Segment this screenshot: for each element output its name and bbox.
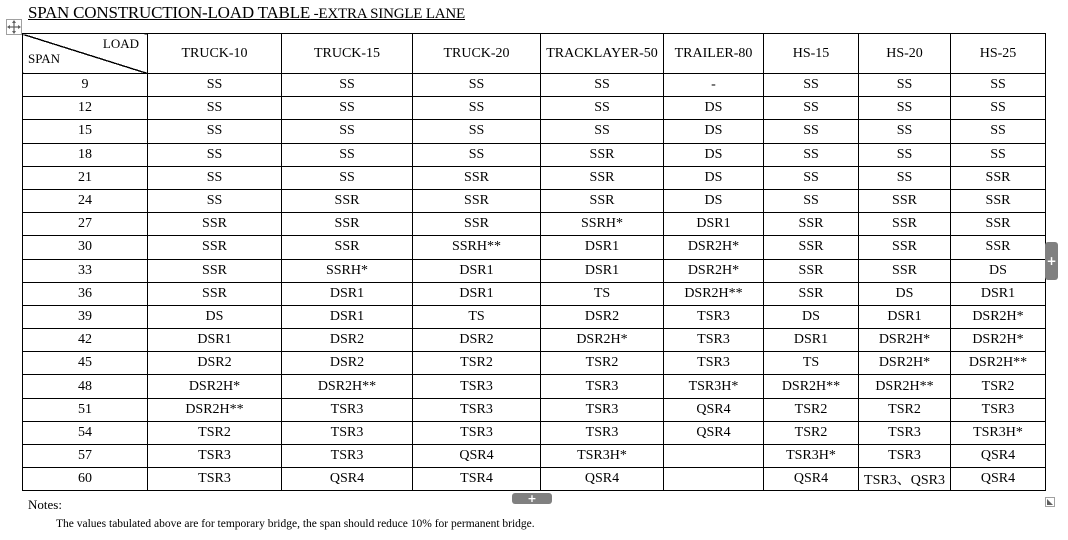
load-value-cell: DSR2H**	[859, 375, 951, 398]
load-value-cell: DSR2	[541, 305, 664, 328]
load-value-cell: SS	[413, 97, 541, 120]
load-value-cell: TSR3	[282, 421, 413, 444]
load-value-cell: SSR	[148, 213, 282, 236]
span-cell: 27	[23, 213, 148, 236]
load-value-cell: DSR1	[148, 329, 282, 352]
load-value-cell: DSR1	[859, 305, 951, 328]
load-value-cell: QSR4	[282, 468, 413, 491]
load-value-cell: SS	[148, 166, 282, 189]
load-value-cell: SSRH**	[413, 236, 541, 259]
corner-span-label: SPAN	[28, 51, 61, 66]
load-value-cell: TS	[764, 352, 859, 375]
load-value-cell: DSR1	[664, 213, 764, 236]
table-row	[23, 282, 1046, 305]
table-row	[23, 329, 1046, 352]
table-row	[23, 189, 1046, 212]
load-value-cell: TSR3	[541, 421, 664, 444]
add-column-handle[interactable]	[1045, 242, 1058, 280]
span-cell: 45	[23, 352, 148, 375]
load-value-cell: TSR2	[764, 398, 859, 421]
load-value-cell: QSR4	[664, 421, 764, 444]
column-header-truck-20: TRUCK-20	[413, 34, 541, 74]
load-value-cell: TSR3H*	[951, 421, 1046, 444]
load-value-cell: SS	[148, 74, 282, 97]
move-icon[interactable]	[6, 19, 22, 35]
load-value-cell: QSR4	[764, 468, 859, 491]
load-value-cell: TSR3H*	[664, 375, 764, 398]
load-value-cell: DSR2H**	[282, 375, 413, 398]
load-value-cell: DS	[951, 259, 1046, 282]
load-value-cell: SS	[764, 166, 859, 189]
corner-header-cell	[23, 34, 148, 74]
table-row	[23, 120, 1046, 143]
load-value-cell: SS	[282, 166, 413, 189]
load-value-cell: DSR1	[541, 259, 664, 282]
load-value-cell: QSR4	[951, 445, 1046, 468]
load-value-cell: TSR3	[951, 398, 1046, 421]
table-row	[23, 468, 1046, 491]
plus-icon: +	[527, 492, 537, 505]
load-value-cell: -	[664, 74, 764, 97]
load-value-cell: SS	[148, 189, 282, 212]
table-row	[23, 97, 1046, 120]
load-value-cell: SSR	[859, 259, 951, 282]
load-value-cell: SSR	[148, 259, 282, 282]
load-value-cell: TSR3	[413, 421, 541, 444]
corner-load-label: LOAD	[102, 36, 139, 51]
load-value-cell: TSR3	[413, 398, 541, 421]
load-value-cell: DSR2H**	[664, 282, 764, 305]
load-value-cell: DSR2H*	[664, 259, 764, 282]
load-value-cell: TSR3	[148, 445, 282, 468]
table-row	[23, 166, 1046, 189]
header-row	[23, 34, 1046, 74]
column-header-truck-10: TRUCK-10	[148, 34, 282, 74]
load-value-cell: DSR1	[413, 282, 541, 305]
load-value-cell: SS	[764, 189, 859, 212]
load-value-cell: SS	[282, 97, 413, 120]
load-value-cell: SSR	[282, 189, 413, 212]
load-value-cell: TSR3H*	[764, 445, 859, 468]
load-value-cell: TSR3H*	[541, 445, 664, 468]
load-value-cell: TSR2	[764, 421, 859, 444]
load-value-cell: TSR2	[413, 352, 541, 375]
load-value-cell: SS	[282, 120, 413, 143]
load-value-cell: DS	[664, 143, 764, 166]
load-value-cell: SSR	[148, 282, 282, 305]
load-value-cell: SS	[951, 143, 1046, 166]
load-value-cell: SS	[859, 166, 951, 189]
load-value-cell: DS	[664, 166, 764, 189]
load-value-cell: SSR	[413, 189, 541, 212]
column-header-hs-25: HS-25	[951, 34, 1046, 74]
load-value-cell: QSR4	[951, 468, 1046, 491]
load-value-cell: DSR2	[413, 329, 541, 352]
table-body	[23, 74, 1046, 491]
load-value-cell: SSR	[859, 189, 951, 212]
load-value-cell	[664, 468, 764, 491]
span-cell: 42	[23, 329, 148, 352]
load-value-cell: QSR4	[541, 468, 664, 491]
load-value-cell: DSR2H*	[859, 329, 951, 352]
load-value-cell: DSR2H*	[664, 236, 764, 259]
table-row	[23, 352, 1046, 375]
load-value-cell: SS	[413, 120, 541, 143]
load-value-cell: SSR	[951, 189, 1046, 212]
column-header-hs-20: HS-20	[859, 34, 951, 74]
load-value-cell: DSR2H*	[541, 329, 664, 352]
load-value-cell: TSR3	[541, 398, 664, 421]
span-cell: 9	[23, 74, 148, 97]
load-value-cell: SSR	[951, 166, 1046, 189]
load-value-cell: DSR2H**	[951, 352, 1046, 375]
load-value-cell: DSR2H*	[148, 375, 282, 398]
column-header-tracklayer-50: TRACKLAYER-50	[541, 34, 664, 74]
span-cell: 51	[23, 398, 148, 421]
load-value-cell: SSR	[951, 213, 1046, 236]
load-value-cell: SS	[148, 143, 282, 166]
column-header-hs-15: HS-15	[764, 34, 859, 74]
resize-icon-graphic	[1045, 497, 1055, 507]
load-value-cell: SS	[764, 74, 859, 97]
load-value-cell: SSR	[282, 213, 413, 236]
load-value-cell: DSR2H**	[764, 375, 859, 398]
load-value-cell: TSR3	[664, 305, 764, 328]
load-value-cell: TSR3	[413, 375, 541, 398]
plus-icon: +	[1046, 254, 1057, 268]
load-value-cell: SS	[148, 120, 282, 143]
load-value-cell: DSR2	[282, 352, 413, 375]
span-cell: 18	[23, 143, 148, 166]
load-value-cell: SSR	[413, 213, 541, 236]
load-value-cell: SS	[859, 97, 951, 120]
load-value-cell: SS	[541, 97, 664, 120]
load-value-cell: TSR3	[664, 329, 764, 352]
load-value-cell: QSR4	[413, 445, 541, 468]
resize-icon[interactable]	[1045, 494, 1055, 504]
load-value-cell: SS	[951, 97, 1046, 120]
table-row	[23, 213, 1046, 236]
span-cell: 30	[23, 236, 148, 259]
load-value-cell: SSR	[764, 259, 859, 282]
load-value-cell: SS	[951, 120, 1046, 143]
span-cell: 57	[23, 445, 148, 468]
load-value-cell: DS	[664, 189, 764, 212]
column-header-truck-15: TRUCK-15	[282, 34, 413, 74]
span-cell: 24	[23, 189, 148, 212]
table-row	[23, 259, 1046, 282]
load-value-cell: SSR	[859, 236, 951, 259]
table-row	[23, 375, 1046, 398]
load-value-cell: SSR	[541, 143, 664, 166]
span-cell: 39	[23, 305, 148, 328]
table-title-main: SPAN CONSTRUCTION-LOAD TABLE	[28, 3, 311, 22]
load-value-cell: DSR2H**	[148, 398, 282, 421]
load-value-cell: QSR4	[664, 398, 764, 421]
load-value-cell: SS	[859, 74, 951, 97]
load-value-cell: TSR3	[541, 375, 664, 398]
load-value-cell: TSR3	[148, 468, 282, 491]
column-header-trailer-80: TRAILER-80	[664, 34, 764, 74]
load-value-cell: DS	[764, 305, 859, 328]
load-value-cell: DS	[664, 97, 764, 120]
table-row	[23, 421, 1046, 444]
load-value-cell: SS	[951, 74, 1046, 97]
load-value-cell: SSR	[148, 236, 282, 259]
load-value-cell: TSR2	[148, 421, 282, 444]
load-value-cell: DSR1	[282, 305, 413, 328]
load-value-cell: SSR	[413, 166, 541, 189]
load-value-cell: TSR2	[859, 398, 951, 421]
span-cell: 54	[23, 421, 148, 444]
load-value-cell: DSR2	[282, 329, 413, 352]
table-row	[23, 398, 1046, 421]
load-value-cell	[664, 445, 764, 468]
load-value-cell: TS	[413, 305, 541, 328]
load-value-cell: SSRH*	[541, 213, 664, 236]
load-value-cell: DSR2H*	[951, 305, 1046, 328]
load-value-cell: SS	[282, 143, 413, 166]
span-cell: 36	[23, 282, 148, 305]
load-value-cell: SS	[859, 143, 951, 166]
span-cell: 33	[23, 259, 148, 282]
load-value-cell: SSR	[541, 189, 664, 212]
load-value-cell: DSR2	[148, 352, 282, 375]
table-row	[23, 236, 1046, 259]
span-cell: 48	[23, 375, 148, 398]
move-icon-graphic	[6, 19, 22, 35]
load-value-cell: DS	[664, 120, 764, 143]
load-value-cell: SS	[413, 143, 541, 166]
load-value-cell: SS	[413, 74, 541, 97]
table-row	[23, 305, 1046, 328]
add-row-handle[interactable]	[512, 493, 552, 504]
load-value-cell: DSR1	[541, 236, 664, 259]
load-value-cell: SS	[764, 120, 859, 143]
table-row	[23, 143, 1046, 166]
span-cell: 15	[23, 120, 148, 143]
load-value-cell: DSR2H*	[951, 329, 1046, 352]
load-value-cell: SSR	[859, 213, 951, 236]
load-value-cell: DS	[859, 282, 951, 305]
table-title-sub: -EXTRA SINGLE LANE	[310, 6, 466, 22]
notes-text: The values tabulated above are for temporary bridge, the span should reduce 10% for permanent bridge.	[56, 518, 535, 530]
load-value-cell: SS	[282, 74, 413, 97]
load-value-cell: SSR	[951, 236, 1046, 259]
load-value-cell: TSR2	[541, 352, 664, 375]
notes-label: Notes:	[28, 497, 62, 512]
span-cell: 60	[23, 468, 148, 491]
load-value-cell: TSR3	[282, 445, 413, 468]
table-row	[23, 74, 1046, 97]
span-cell: 21	[23, 166, 148, 189]
load-value-cell: TSR3、QSR3	[859, 468, 951, 491]
load-value-cell: SS	[148, 97, 282, 120]
load-value-cell: SS	[541, 120, 664, 143]
load-value-cell: SSRH*	[282, 259, 413, 282]
load-value-cell: SSR	[764, 236, 859, 259]
load-value-cell: TSR3	[859, 445, 951, 468]
load-value-cell: SS	[541, 74, 664, 97]
load-value-cell: DSR1	[951, 282, 1046, 305]
load-value-cell: SS	[859, 120, 951, 143]
load-value-cell: SSR	[541, 166, 664, 189]
load-value-cell: SS	[764, 97, 859, 120]
load-value-cell: DSR1	[764, 329, 859, 352]
span-cell: 12	[23, 97, 148, 120]
load-value-cell: SSR	[282, 236, 413, 259]
load-value-cell: DSR1	[413, 259, 541, 282]
load-value-cell: TSR3	[859, 421, 951, 444]
table-row	[23, 445, 1046, 468]
load-value-cell: TSR3	[664, 352, 764, 375]
load-value-cell: SSR	[764, 282, 859, 305]
load-value-cell: TSR3	[282, 398, 413, 421]
load-value-cell: TSR2	[951, 375, 1046, 398]
load-value-cell: TSR4	[413, 468, 541, 491]
span-load-table	[22, 33, 1046, 491]
load-value-cell: SSR	[764, 213, 859, 236]
load-value-cell: SS	[764, 143, 859, 166]
load-value-cell: DSR2H*	[859, 352, 951, 375]
table-title	[28, 3, 465, 23]
load-value-cell: TS	[541, 282, 664, 305]
load-value-cell: DS	[148, 305, 282, 328]
load-value-cell: DSR1	[282, 282, 413, 305]
